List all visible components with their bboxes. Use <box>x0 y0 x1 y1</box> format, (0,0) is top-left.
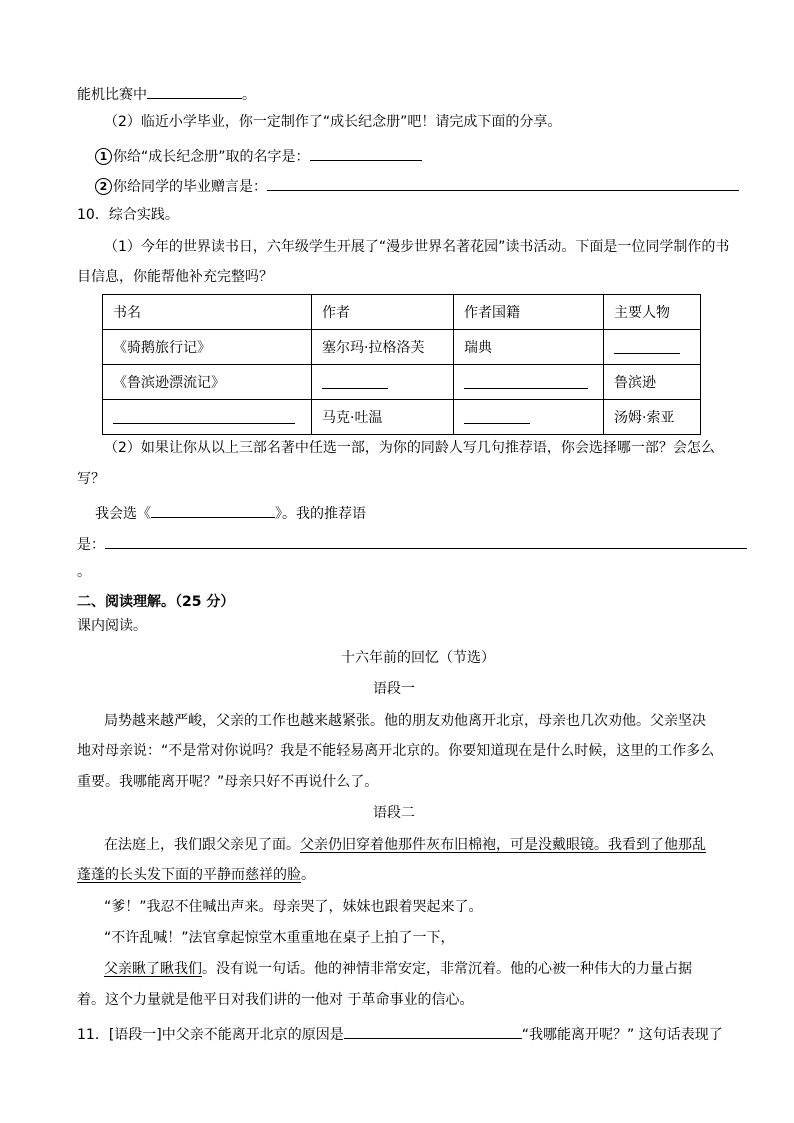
answer-blank[interactable] <box>464 407 530 424</box>
seg2-line1 <box>104 835 706 855</box>
seg2-line5-rest: 。没有说一句话。他的神情非常安定，非常沉着。他的心被一种伟大的力量占据 <box>202 961 692 977</box>
seg2-line3: “爹！”我忍不住喊出声来。母亲哭了，妹妹也跟着哭起来了。 <box>104 899 483 915</box>
table-cell <box>604 330 701 365</box>
q10-p2-line1: （2）如果让你从以上三部名著中任选一部，为你的同龄人写几句推荐语，你会选择哪一部？会怎么 <box>104 440 715 456</box>
table-cell: 塞尔玛·拉格洛芙 <box>312 330 454 365</box>
answer-blank[interactable] <box>147 82 242 99</box>
header-cell: 主要人物 <box>604 295 701 330</box>
table-cell <box>454 400 604 435</box>
seg2-line2 <box>77 865 315 885</box>
item2-label: 你给同学的毕业赠言是： <box>113 179 267 195</box>
table-cell: 《骑鹅旅行记》 <box>103 330 312 365</box>
shi-label: 是： <box>77 537 105 553</box>
table-row <box>103 330 701 365</box>
book-choice-blank[interactable] <box>151 501 275 518</box>
table-cell <box>454 365 604 400</box>
section2-heading: 二、阅读理解。（25 分） <box>77 594 235 610</box>
recommendation-blank[interactable] <box>105 532 747 549</box>
table-row <box>103 400 701 435</box>
table-header-row <box>103 295 701 330</box>
reason-blank[interactable] <box>344 1022 522 1039</box>
item1-label: 你给“成长纪念册”取的名字是： <box>113 149 310 165</box>
answer-blank[interactable] <box>113 407 295 424</box>
passage-title: 十六年前的回忆（节选） <box>341 650 495 666</box>
q9-2-item1 <box>95 144 422 167</box>
table-cell: 鲁滨逊 <box>604 365 701 400</box>
circled-number-2: 2 <box>95 178 112 195</box>
table-cell: 《鲁滨逊漂流记》 <box>103 365 312 400</box>
header-cell: 作者 <box>312 295 454 330</box>
seg1-line3: 重要。我哪能离开呢？”母亲只好不再说什么了。 <box>77 774 379 790</box>
choose-prefix: 我会选《 <box>95 506 151 522</box>
seg1-title: 语段一 <box>373 681 415 697</box>
q9-2-item2 <box>95 174 739 197</box>
table-row <box>103 365 701 400</box>
underlined-sentence: 蓬蓬的长头发下面的平静而慈祥的脸 <box>77 867 301 883</box>
table-cell: 汤姆·索亚 <box>604 400 701 435</box>
circled-number-1: 1 <box>95 148 112 165</box>
q10-p2-line2: 写？ <box>77 471 105 487</box>
seg2-line6: 着。这个力量就是他平日对我们讲的一他对 于革命事业的信心。 <box>77 992 474 1008</box>
table-cell <box>312 365 454 400</box>
table-cell <box>103 400 312 435</box>
table-cell: 马克·吐温 <box>312 400 454 435</box>
seg2-title: 语段二 <box>373 805 415 821</box>
header-cell: 作者国籍 <box>454 295 604 330</box>
seg1-line2: 地对母亲说：“不是常对你说吗？我是不能轻易离开北京的。你要知道现在是什么时候，这里的工作多么 <box>77 743 715 759</box>
choose-suffix: 》。我的推荐语 <box>275 506 366 522</box>
q10-recommend-line <box>77 532 747 555</box>
album-name-blank[interactable] <box>310 144 422 161</box>
q10-choose-line <box>95 501 366 524</box>
q10-p1-line1: （1）今年的世界读书日，六年级学生开展了“漫步世界名著花园”读书活动。下面是一位同学制作的书 <box>104 239 730 255</box>
q9-2-prompt: （2）临近小学毕业，你一定制作了“成长纪念册”吧！请完成下面的分享。 <box>104 114 562 130</box>
q9-tail-line <box>77 82 256 105</box>
answer-blank[interactable] <box>614 337 680 354</box>
section2-sub: 课内阅读。 <box>77 618 147 634</box>
table-cell: 瑞典 <box>454 330 604 365</box>
q11-prefix: 11．[语段一]中父亲不能离开北京的原因是 <box>77 1027 344 1043</box>
book-info-table <box>102 294 701 435</box>
seg2-line4: “不许乱喊！”法官拿起惊堂木重重地在桌子上拍了一下， <box>104 930 455 946</box>
seg1-line1: 局势越来越严峻，父亲的工作也越来越紧张。他的朋友劝他离开北京，母亲也几次劝他。父亲坚决 <box>104 713 706 729</box>
q10-end-period: 。 <box>77 564 91 580</box>
underlined-sentence: 父亲瞅了瞅我们 <box>104 961 202 977</box>
q11-line <box>77 1022 723 1045</box>
underlined-sentence: 父亲仍旧穿着他那件灰布旧棉袍，可是没戴眼镜。我看到了他那乱 <box>300 837 706 853</box>
farewell-message-blank[interactable] <box>267 174 739 191</box>
q10-title: 10．综合实践。 <box>77 207 179 223</box>
q9-tail-suffix: 。 <box>242 87 256 103</box>
answer-blank[interactable] <box>464 372 588 389</box>
seg2-line5 <box>104 959 692 979</box>
q9-tail-prefix: 能机比赛中 <box>77 87 147 103</box>
seg2-line2-end: 。 <box>301 867 315 883</box>
q11-suffix: “我哪能离开呢？” 这句话表现了 <box>521 1027 723 1043</box>
header-cell: 书名 <box>103 295 312 330</box>
q10-p1-line2: 目信息，你能帮他补充完整吗？ <box>77 269 273 285</box>
seg2-line1-plain: 在法庭上，我们跟父亲见了面。 <box>104 837 300 853</box>
answer-blank[interactable] <box>322 372 388 389</box>
